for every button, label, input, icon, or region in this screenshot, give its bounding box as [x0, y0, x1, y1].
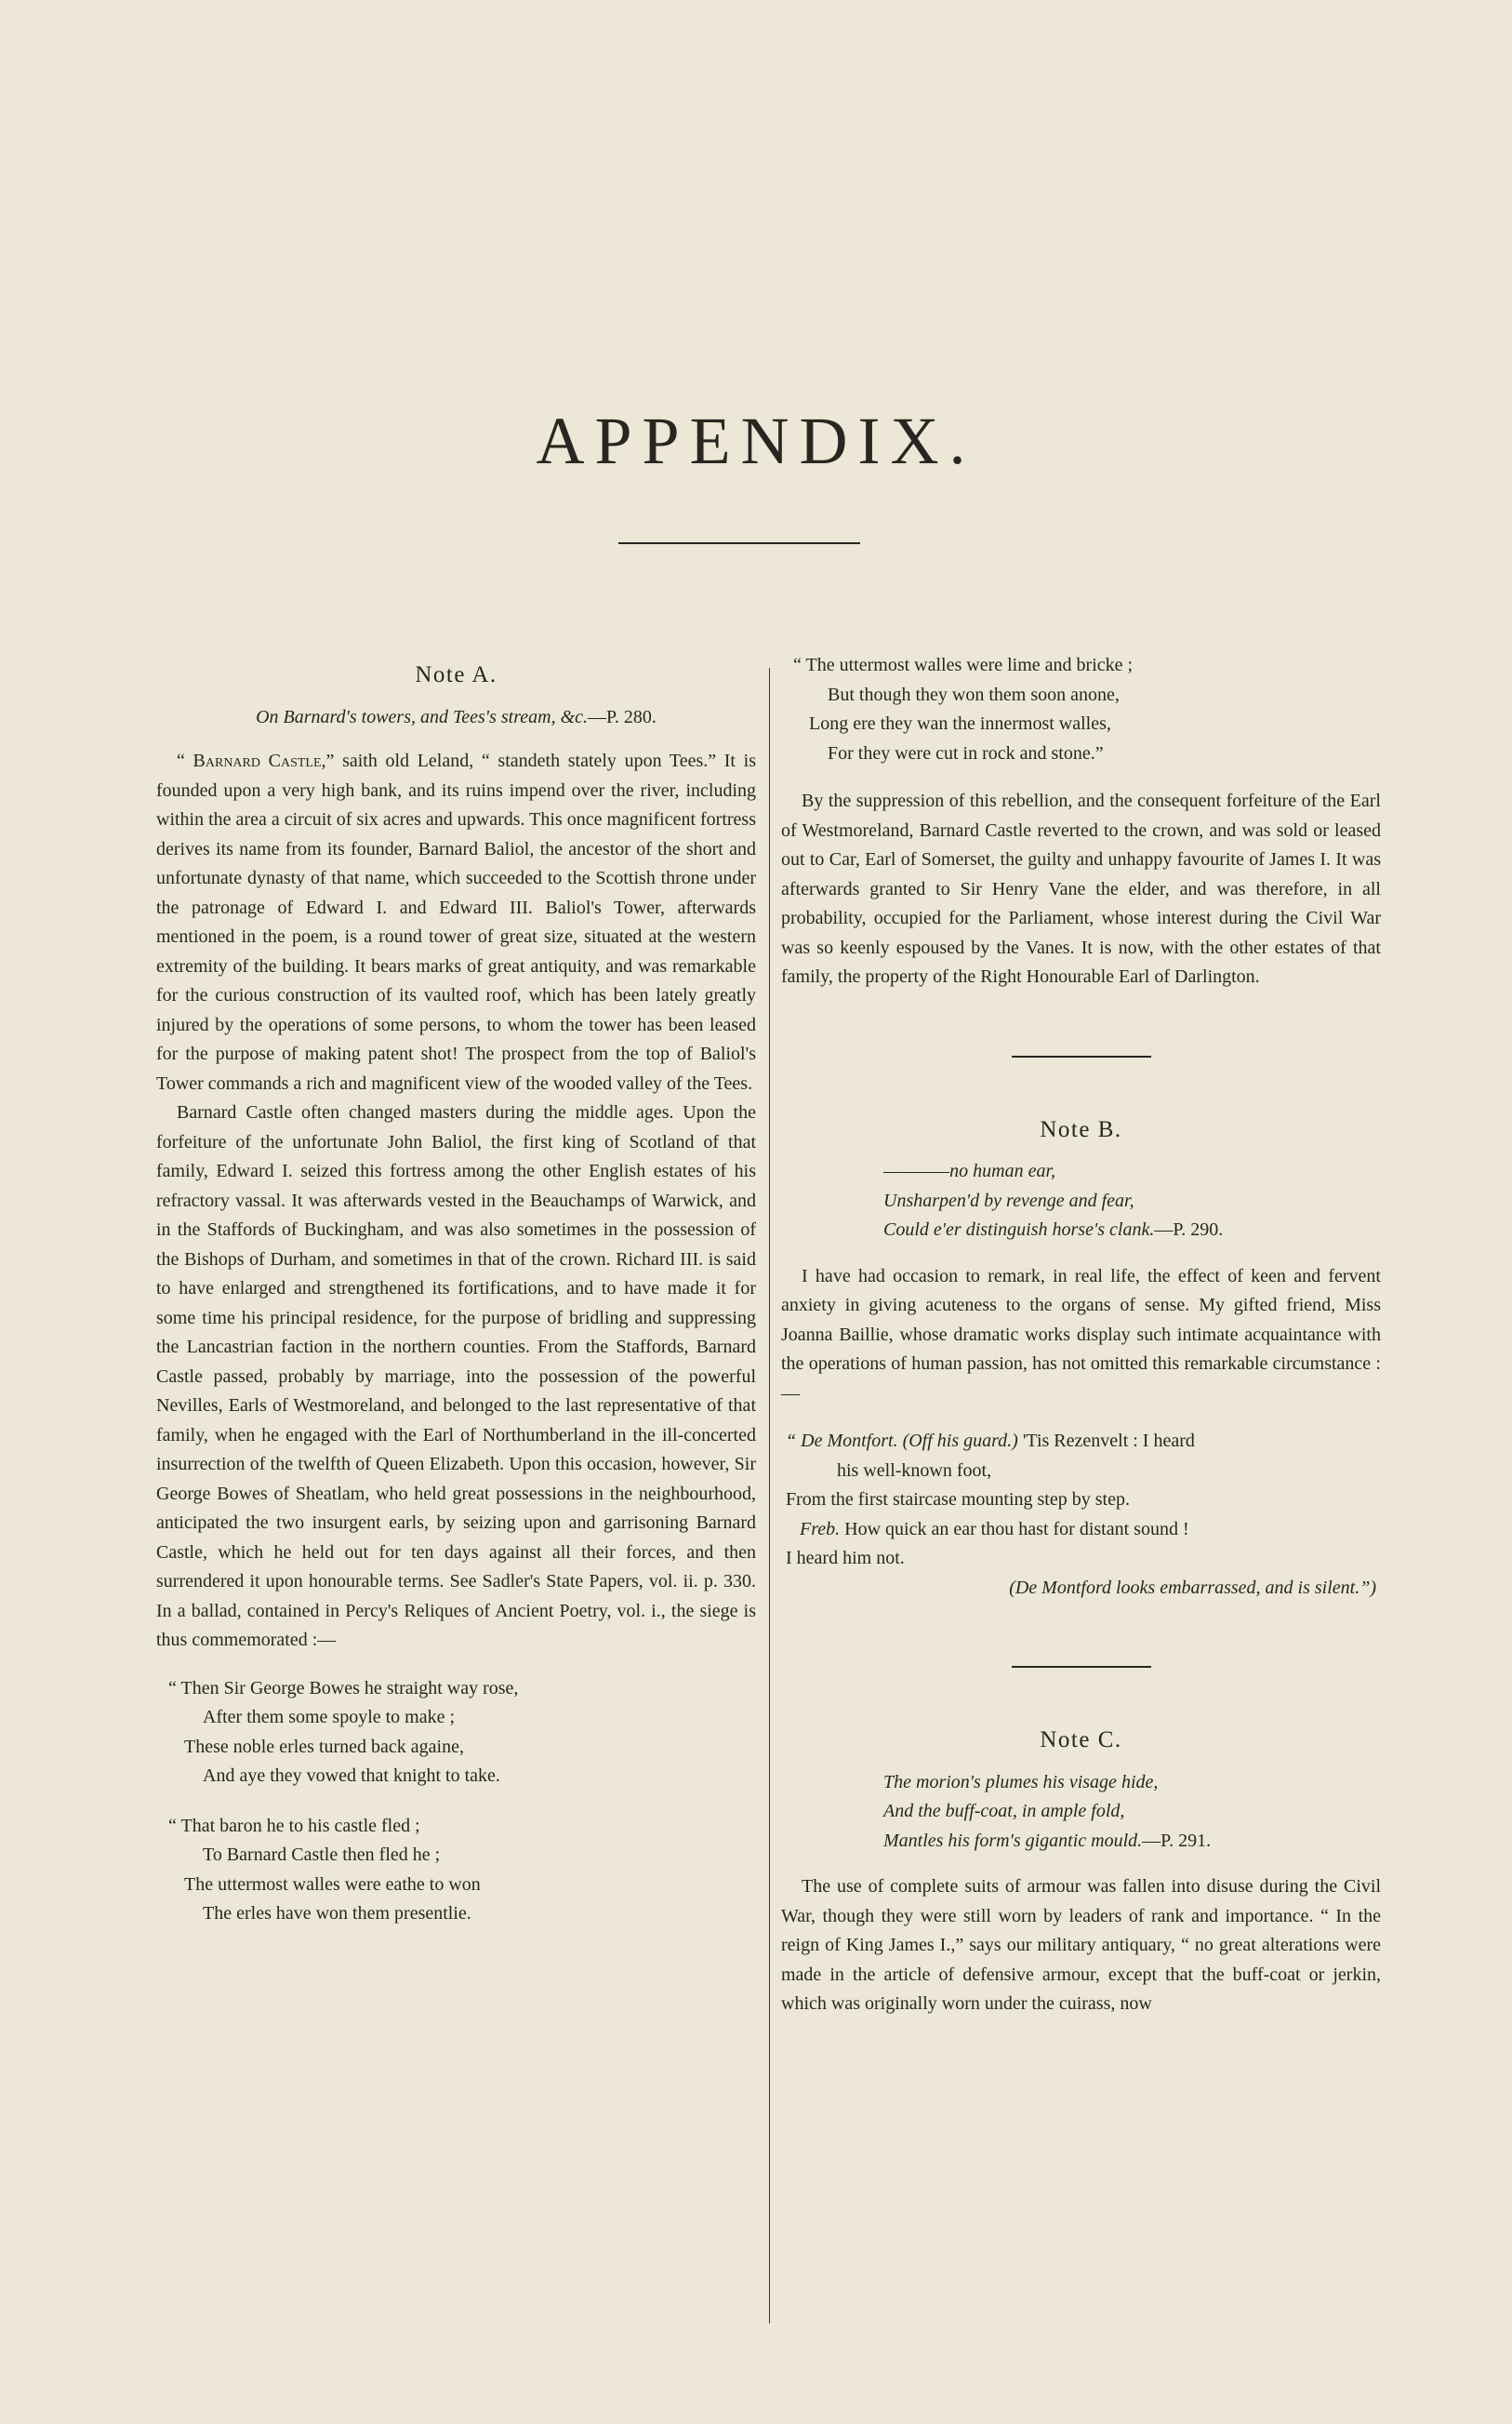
- section-separator: [1012, 1056, 1151, 1058]
- verse-line: “ That baron he to his castle fled ;: [168, 1815, 420, 1836]
- verse-line: For they were cut in rock and stone.”: [828, 742, 1104, 764]
- motto-line: And the buff-coat, in ample fold,: [883, 1801, 1125, 1821]
- ballad-stanza-3: [781, 651, 1381, 768]
- note-b-motto-page: —P. 290.: [1154, 1219, 1224, 1240]
- drama-line: From the first staircase mounting step by step.: [786, 1489, 1130, 1510]
- drama-line: I heard him not.: [786, 1548, 905, 1568]
- note-a-reference-page: —P. 280.: [588, 706, 657, 727]
- verse-line: To Barnard Castle then fled he ;: [203, 1845, 441, 1865]
- verse-line: The erles have won them presentlie.: [203, 1903, 471, 1924]
- drama-text: How quick an ear thou hast for distant sound !: [844, 1518, 1189, 1539]
- drama-text: 'Tis Rezenvelt : I heard: [1022, 1431, 1195, 1451]
- page-title: APPENDIX.: [536, 404, 976, 479]
- drama-quotation: [781, 1427, 1381, 1603]
- verse-line: The uttermost walles were eathe to won: [184, 1873, 481, 1895]
- motto-line-last: [883, 1216, 1381, 1245]
- note-c-motto-page: —P. 291.: [1142, 1830, 1212, 1851]
- verse-line: “ Then Sir George Bowes he straight way rose,: [168, 1677, 519, 1698]
- drama-speaker: “ De Montfort.: [786, 1431, 898, 1451]
- column-divider: [769, 668, 770, 2324]
- note-a-reference: [156, 703, 756, 733]
- note-b-paragraph: I have had occasion to remark, in real life, the effect of keen and fervent anxiety in giving acuteness to the organs of sense. My gifted friend, Miss Joanna Baillie, whose dramatic works display such intimate acquaintance with the operations of human passion, has not omitted this remarkable circumstance :—: [781, 1265, 1381, 1404]
- note-b-motto: [883, 1157, 1381, 1245]
- motto-line: The morion's plumes his visage hide,: [883, 1771, 1159, 1792]
- note-a-heading: Note A.: [415, 662, 497, 687]
- verse-line: And aye they vowed that knight to take.: [203, 1765, 500, 1786]
- verse-line: Long ere they wan the innermost walles,: [809, 713, 1111, 734]
- section-separator: [1012, 1666, 1151, 1668]
- motto-line: Unsharpen'd by revenge and fear,: [883, 1190, 1134, 1211]
- note-b-heading: Note B.: [1040, 1116, 1122, 1142]
- drama-stage-direction: [781, 1574, 1381, 1604]
- note-a-lead-smallcaps: Barnard Castle,: [192, 751, 326, 771]
- note-c-motto: [883, 1768, 1381, 1857]
- note-a-paragraph-1-text: ” saith old Leland, “ standeth stately upon Tees.” It is founded upon a very high bank, and its ruins impend over the river, including within the area a circuit of six acres and upwards. This once magnificent fortress derives its name from its founder, Barnard Baliol, the ancestor of the short and unfortunate dynasty of that name, which succeeded to the Scottish throne under the patronage of Edward I. and Edward III. Baliol's Tower, afterwards mentioned in the poem, is a round tower of great size, situated at the western extremity of the building. It bears marks of great antiquity, and was remarkable for the curious construction of its vaulted roof, which has been lately greatly injured by the operations of some persons, to whom the tower has been leased for the purpose of making patent shot! The prospect from the top of Baliol's Tower commands a rich and magnificent view of the wooded valley of the Tees.: [156, 751, 756, 1094]
- motto-line-text: Could e'er distinguish horse's clank.: [883, 1219, 1155, 1240]
- motto-line-text: Mantles his form's gigantic mould.: [883, 1830, 1143, 1851]
- verse-line: After them some spoyle to make ;: [203, 1707, 456, 1727]
- ballad-stanza-1: [156, 1674, 756, 1791]
- note-c-paragraph: The use of complete suits of armour was fallen into disuse during the Civil War, though they were still worn by leaders of rank and importance. “ In the reign of King James I.,” says our military antiquary, “ no great alterations were made in the article of defensive armour, except that the buff-coat or jerkin, which was originally worn under the cuirass, now: [781, 1876, 1381, 2014]
- ballad-verse: [156, 1674, 756, 1929]
- verse-line: But though they won them soon anone,: [828, 684, 1120, 705]
- drama-speaker: Freb.: [800, 1518, 841, 1539]
- drama-line: [781, 1427, 1381, 1457]
- note-a-reference-text: On Barnard's towers, and Tees's stream, &c.: [256, 706, 588, 727]
- left-column: [156, 651, 756, 1948]
- title-rule: [618, 542, 860, 544]
- note-a-paragraph-3: By the suppression of this rebellion, and the consequent forfeiture of the Earl of Westmoreland, Barnard Castle reverted to the crown, and was sold or leased out to Car, Earl of Somerset, the guilty and unhappy favourite of James I. It was afterwards granted to Sir Henry Vane the elder, and was therefore, in all probability, occupied for the Parliament, whose interest during the Civil War was so keenly espoused by the Vanes. It is now, with the other estates of that family, the property of the Right Honourable Earl of Darlington.: [781, 791, 1381, 987]
- note-a-paragraph-2: Barnard Castle often changed masters during the middle ages. Upon the forfeiture of the unfortunate John Baliol, the first king of Scotland of that family, Edward I. seized this fortress among the other English estates of his refractory vassal. It was afterwards vested in the Beauchamps of Warwick, and in the Staffords of Buckingham, and was also sometimes in the possession of the Bishops of Durham, and sometimes in that of the crown. Richard III. is said to have enlarged and strengthened its fortifications, and to have made it for some time his principal residence, for the purpose of bridling and suppressing the Lancastrian faction in the northern counties. From the Staffords, Barnard Castle passed, probably by marriage, into the possession of the powerful Nevilles, Earls of Westmoreland, and belonged to the last representative of that family, when he engaged with the Earl of Northumberland in the ill-concerted insurrection of the twelfth of Queen Elizabeth. Upon this occasion, however, Sir George Bowes of Sheatlam, who held great possessions in the neighbourhood, anticipated the two insurgent earls, by seizing upon and garrisoning Barnard Castle, which he held out for ten days against all their forces, and then surrendered it upon honourable terms. See Sadler's State Papers, vol. ii. p. 330. In a ballad, contained in Percy's Reliques of Ancient Poetry, vol. i., the siege is thus commemorated :—: [156, 1102, 756, 1650]
- drama-direction: (Off his guard.): [902, 1431, 1018, 1451]
- note-c-heading: Note C.: [1040, 1727, 1122, 1752]
- motto-line: ————no human ear,: [883, 1161, 1056, 1181]
- drama-line: [781, 1515, 1381, 1545]
- drama-direction: (De Montford looks embarrassed, and is silent.”): [1009, 1577, 1376, 1598]
- right-column: [781, 651, 1381, 2019]
- verse-line: “ The uttermost walles were lime and bricke ;: [793, 655, 1134, 675]
- verse-line: These noble erles turned back againe,: [184, 1736, 464, 1757]
- ballad-stanza-2: [156, 1812, 756, 1929]
- note-a-paragraph-1: “ Barnard Castle,” saith old Leland, “ standeth stately upon Tees.” It is founded upon a very high bank, and its ruins impend over the river, including within the area a circuit of six acres and upwards. This once magnificent fortress derives its name from its founder, Barnard Baliol, the ancestor of the short and unfortunate dynasty of that name, which succeeded to the Scottish throne under the patronage of Edward I. and Edward III. Baliol's Tower, afterwards mentioned in the poem, is a round tower of great size, situated at the western extremity of the building. It bears marks of great antiquity, and was remarkable for the curious construction of its vaulted roof, which has been lately greatly injured by the operations of some persons, to whom the tower has been leased for the purpose of making patent shot! The prospect from the top of Baliol's Tower commands a rich and magnificent view of the wooded valley of the Tees.: [156, 751, 756, 1094]
- motto-line-last: [883, 1827, 1381, 1857]
- drama-line: his well-known foot,: [837, 1459, 992, 1481]
